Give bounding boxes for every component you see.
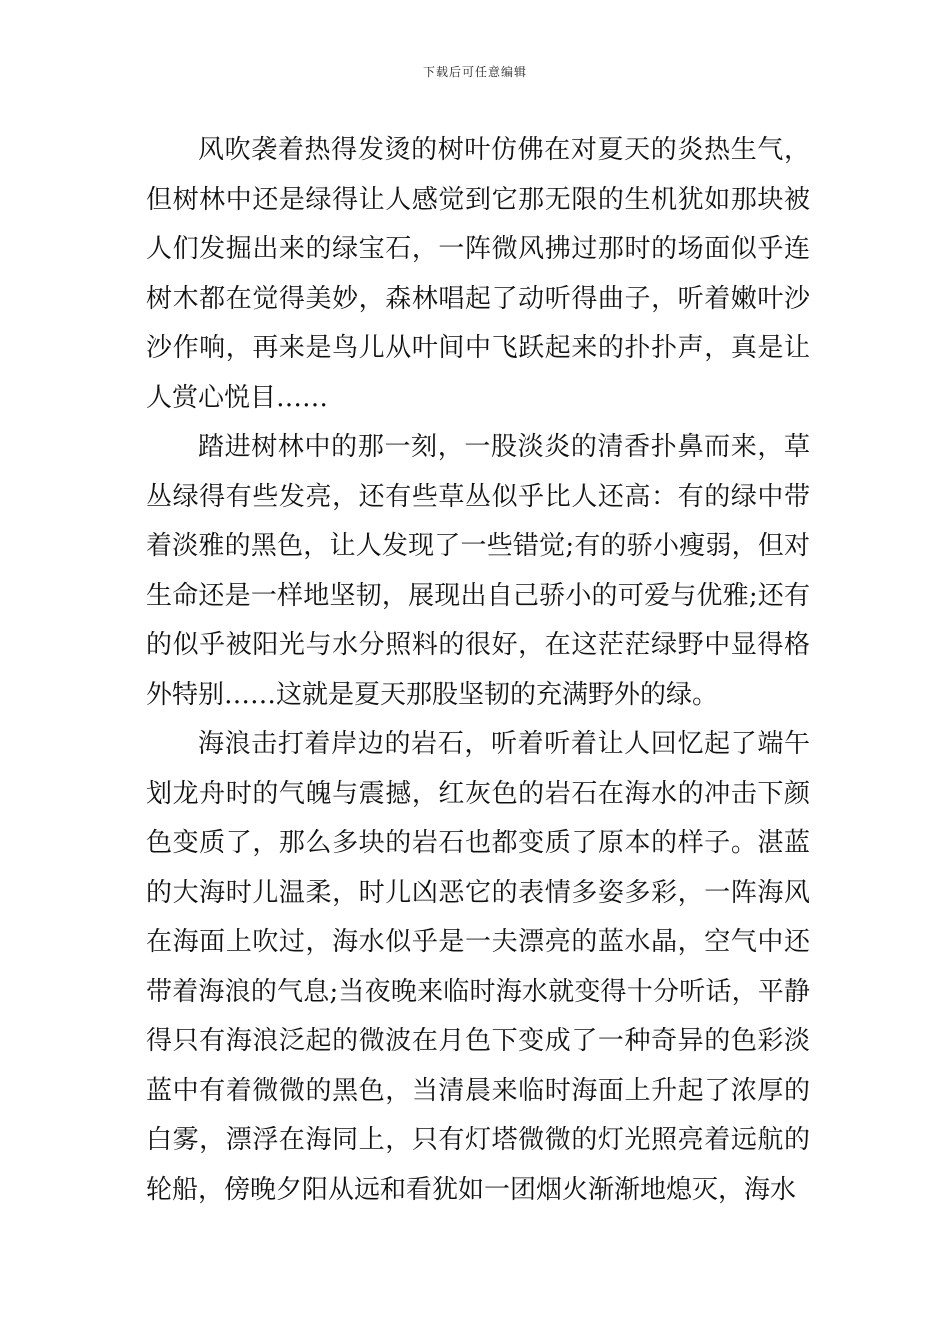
page-header-note: 下载后可任意编辑 — [422, 65, 527, 79]
document-body — [146, 126, 810, 1215]
paragraph-summer-forest: 风吹袭着热得发烫的树叶仿佛在对夏天的炎热生气，但树林中还是绿得让人感觉到它那无限的生机犹如那块被人们发掘出来的绿宝石，一阵微风拂过那时的场面似乎连树木都在觉得美妙，森林唱起了动听得曲子，听着嫩叶沙沙作响，再来是鸟儿从叶间中飞跃起来的扑扑声，真是让人赏心悦目…… — [146, 135, 810, 413]
paragraph-sea-waves: 海浪击打着岸边的岩石，听着听着让人回忆起了端午划龙舟时的气魄与震撼，红灰色的岩石在海水的冲击下颜色变质了，那么多块的岩石也都变质了原本的样子。湛蓝的大海时儿温柔，时儿凶恶它的表情多姿多彩，一阵海风在海面上吹过，海水似乎是一夫漂亮的蓝水晶，空气中还带着海浪的气息;当夜晚来临时海水就变得十分听话，平静得只有海浪泛起的微波在月色下变成了一种奇异的色彩淡蓝中有着微微的黑色，当清晨来临时海面上升起了浓厚的白雾，漂浮在海同上，只有灯塔微微的灯光照亮着远航的轮船，傍晚夕阳从远和看犹如一团烟火渐渐地熄灭，海水 — [146, 729, 810, 1205]
paragraph-grass-green: 踏进树林中的那一刻，一股淡炎的清香扑鼻而来，草丛绿得有些发亮，还有些草丛似乎比人还高：有的绿中带着淡雅的黑色，让人发现了一些错觉;有的骄小瘦弱，但对生命还是一样地坚韧，展现出自己骄小的可爱与优雅;还有的似乎被阳光与水分照料的很好，在这茫茫绿野中显得格外特别……这就是夏天那股坚韧的充满野外的绿。 — [146, 432, 810, 710]
